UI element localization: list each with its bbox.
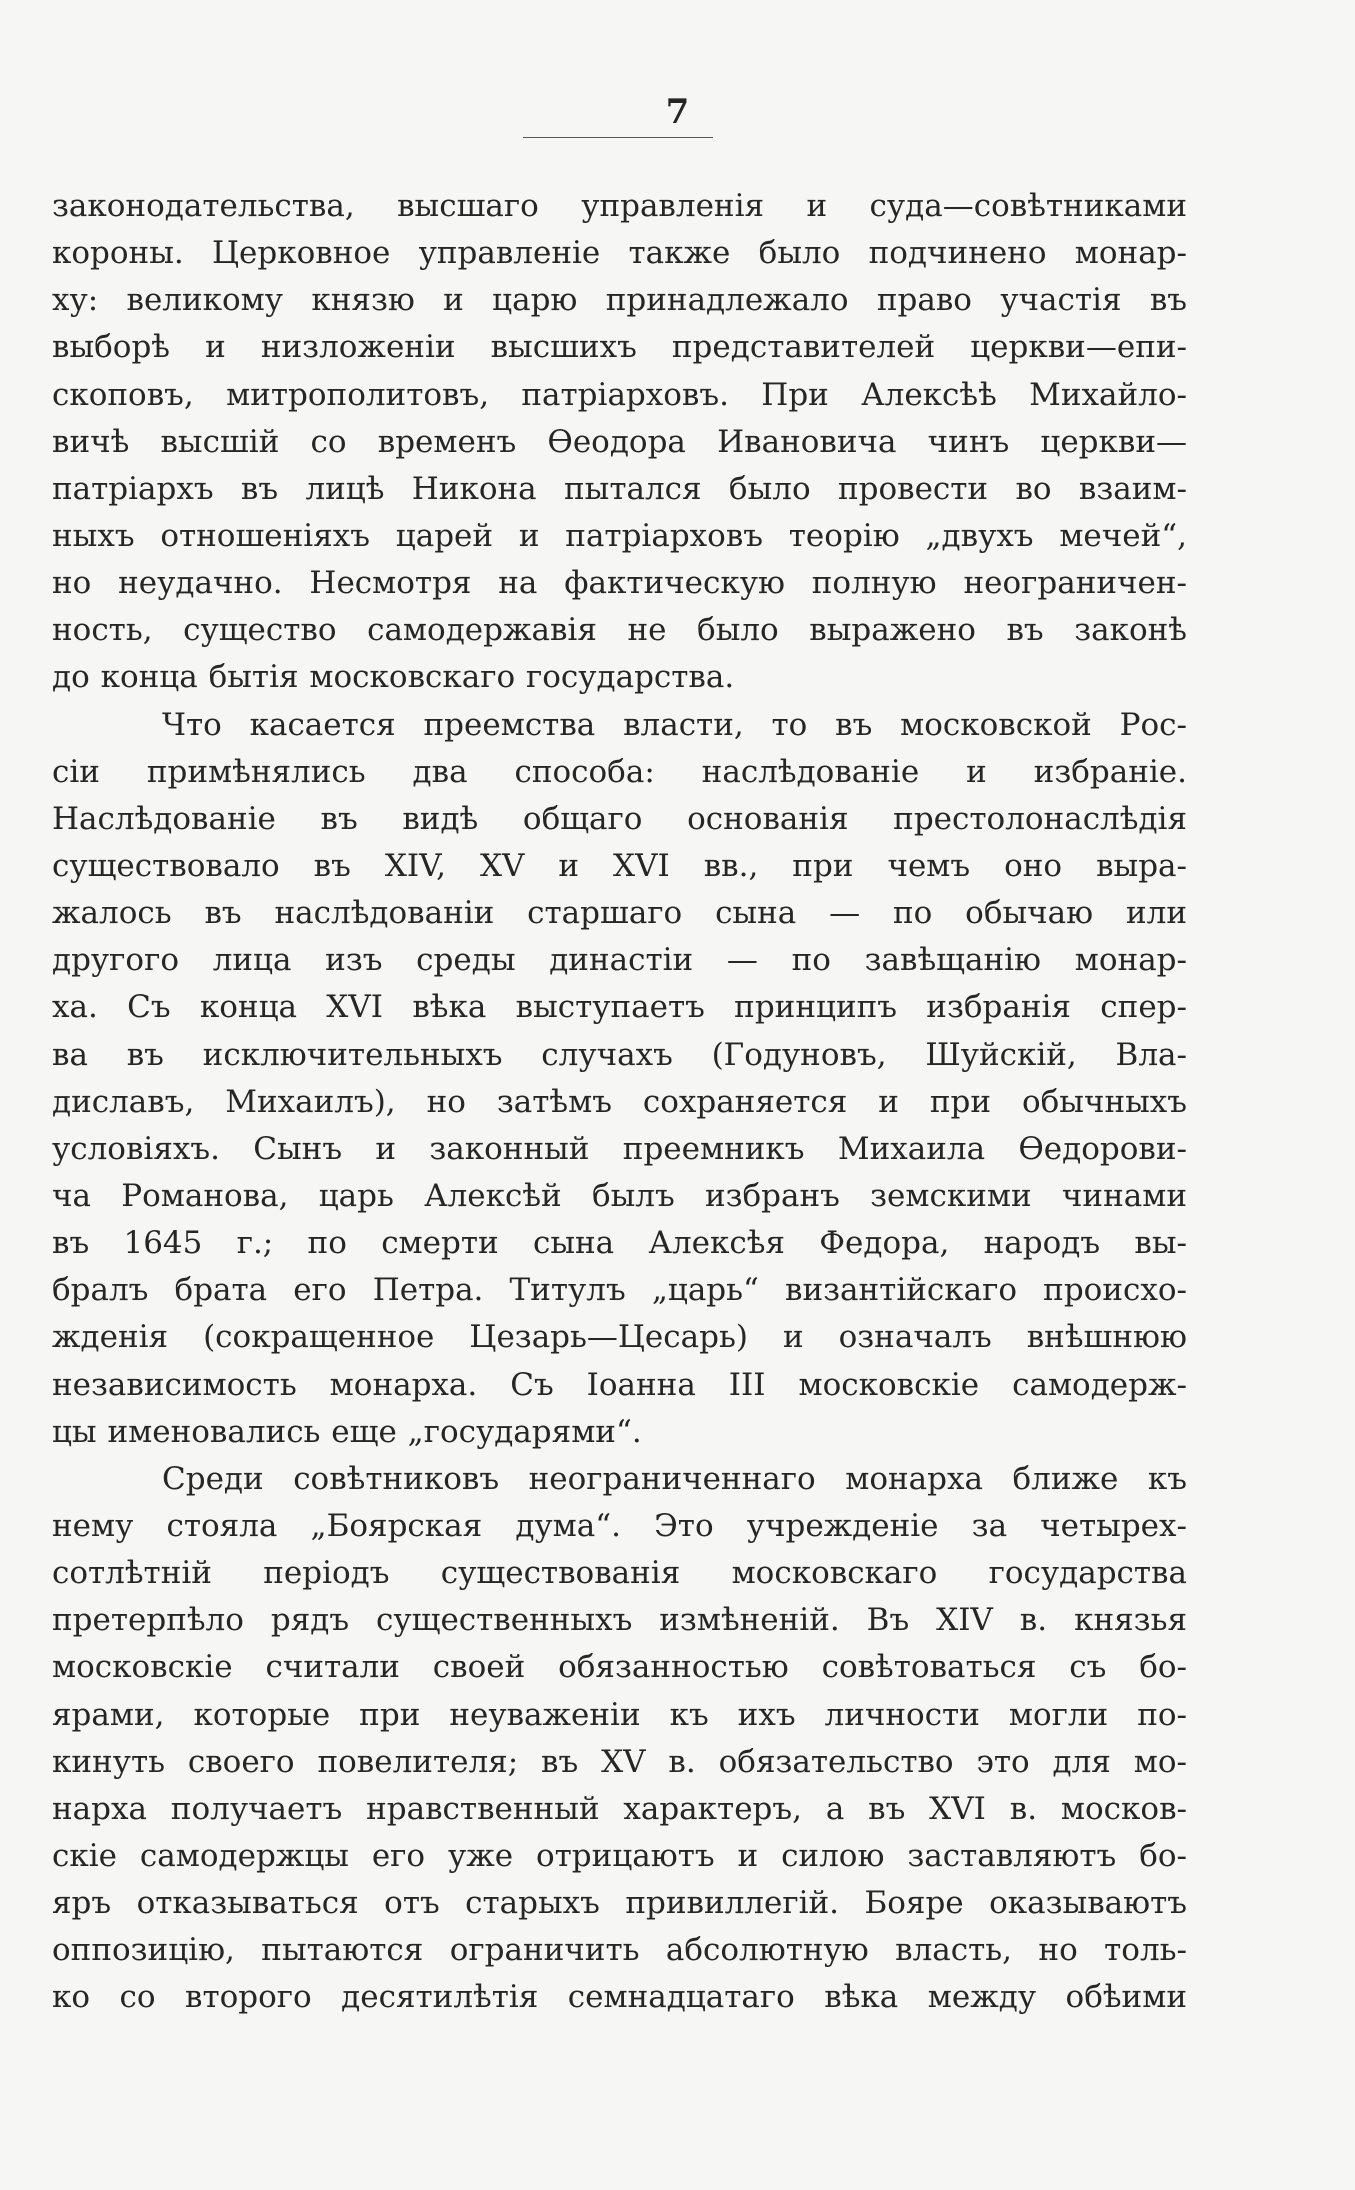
text-line: другого лица изъ среды династіи — по завѣщанію монар-: [52, 942, 1187, 979]
text-line: Среди совѣтниковъ неограниченнаго монарха ближе къ: [162, 1460, 1187, 1497]
text-line: скіе самодержцы его уже отрицаютъ и силою заставляютъ бо-: [52, 1837, 1187, 1874]
text-line: ха. Съ конца XVI вѣка выступаетъ принципъ избранія спер-: [52, 989, 1187, 1026]
text-line: московскіе считали своей обязанностью совѣтоваться съ бо-: [52, 1649, 1187, 1686]
text-line: ныхъ отношеніяхъ царей и патріарховъ теорію „двухъ мечей“,: [52, 517, 1187, 554]
text-line: нему стояла „Боярская дума“. Это учрежденіе за четырех-: [52, 1507, 1187, 1544]
text-line: ху: великому князю и царю принадлежало право участія въ: [52, 282, 1187, 319]
text-line: цы именовались еще „государями“.: [52, 1413, 642, 1450]
text-line: скоповъ, митрополитовъ, патріарховъ. При Алексѣѣ Михайло-: [52, 376, 1187, 413]
text-line: ва въ исключительныхъ случахъ (Годуновъ, Шуйскій, Вла-: [52, 1036, 1187, 1073]
text-line: но неудачно. Несмотря на фактическую полную неограничен-: [52, 565, 1187, 602]
text-line: жденія (сокращенное Цезарь—Цесарь) и означалъ внѣшнюю: [52, 1319, 1187, 1356]
text-line: претерпѣло рядъ существенныхъ измѣненій. Въ XIV в. князья: [52, 1602, 1187, 1639]
text-line: въ 1645 г.; по смерти сына Алексѣя Федора, народъ вы-: [52, 1225, 1187, 1262]
text-line: жалось въ наслѣдованіи старшаго сына — по обычаю или: [52, 895, 1187, 932]
text-line: сотлѣтній періодъ существованія московскаго государства: [52, 1555, 1187, 1592]
text-line: кинуть своего повелителя; въ XV в. обязательство это для мо-: [52, 1743, 1187, 1780]
text-line: законодательства, высшаго управленія и суда—совѣтниками: [52, 188, 1187, 224]
text-line: ярами, которые при неуваженіи къ ихъ личности могли по-: [52, 1696, 1187, 1733]
text-line: ча Романова, царь Алексѣй былъ избранъ земскими чинами: [52, 1177, 1187, 1214]
text-line: патріархъ въ лицѣ Никона пытался было провести во взаим-: [52, 470, 1187, 507]
text-line: ность, существо самодержавія не было выражено въ законѣ: [52, 612, 1187, 649]
text-line: независимость монарха. Съ Іоанна III московскіе самодерж-: [52, 1366, 1187, 1403]
text-line: вичѣ высшій со временъ Ѳеодора Ивановича чинъ церкви—: [52, 423, 1187, 460]
text-line: условіяхъ. Сынъ и законный преемникъ Михаила Ѳедорови-: [52, 1130, 1187, 1167]
page-number: 7: [665, 92, 690, 132]
text-line: короны. Церковное управленіе также было подчинено монар-: [52, 235, 1187, 272]
header-rule: [523, 137, 713, 138]
body-text: [52, 183, 1187, 2021]
text-line: нарха получаетъ нравственный характеръ, а въ XVI в. москов-: [52, 1790, 1187, 1827]
text-line: выборѣ и низложеніи высшихъ представителей церкви—епи-: [52, 329, 1187, 366]
text-line: бралъ брата его Петра. Титулъ „царь“ византійскаго происхо-: [52, 1272, 1187, 1309]
text-line: диславъ, Михаилъ), но затѣмъ сохраняется и при обычныхъ: [52, 1083, 1187, 1120]
text-line: сіи примѣнялись два способа: наслѣдованіе и избраніе.: [52, 753, 1187, 790]
text-line: Что касается преемства власти, то въ московской Рос-: [162, 706, 1187, 743]
text-line: яръ отказываться отъ старыхъ привиллегій. Бояре оказываютъ: [52, 1885, 1187, 1922]
text-line: ко со второго десятилѣтія семнадцатаго вѣка между обѣими: [52, 1979, 1187, 2016]
text-line: Наслѣдованіе въ видѣ общаго основанія престолонаслѣдія: [52, 800, 1187, 837]
text-line: существовало въ XIV, XV и XVI вв., при чемъ оно выра-: [52, 847, 1187, 884]
text-line: оппозицію, пытаются ограничить абсолютную власть, но толь-: [52, 1932, 1187, 1969]
text-line: до конца бытія московскаго государства.: [52, 659, 735, 696]
